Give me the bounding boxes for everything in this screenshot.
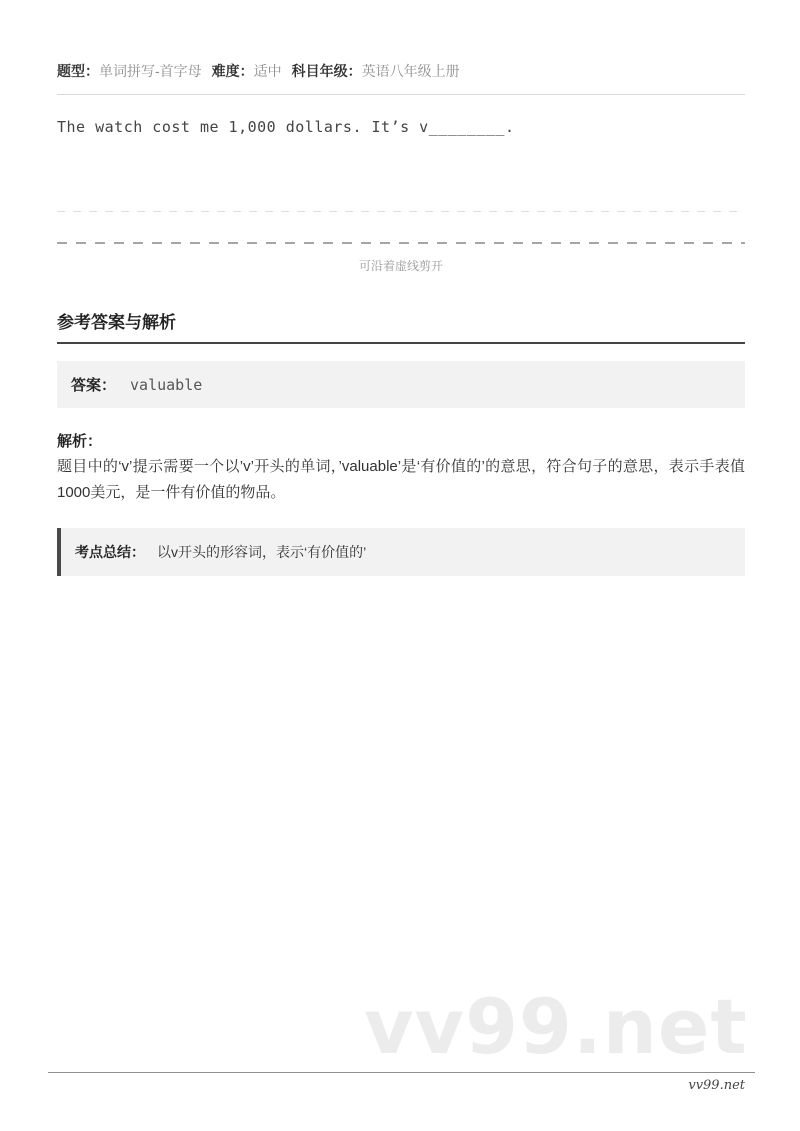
key-point-summary-label: 考点总结： <box>75 544 145 560</box>
question-text: The watch cost me 1,000 dollars. It’s v________. <box>57 118 515 136</box>
meta-label-question-type: 题型： <box>57 63 99 79</box>
meta-value-subject-grade: 英语八年级上册 <box>361 63 460 79</box>
question-meta-header <box>57 62 745 81</box>
analysis-text: 题目中的‘v’提示需要一个以’v’开头的单词，’valuable’是‘有价值的’的意思，符合句子的意思，表示手表值1000美元，是一件有价值的物品。 <box>57 458 745 501</box>
answer-section-title: 参考答案与解析 <box>57 308 745 344</box>
cut-hint-text: 可沿着虚线剪开 <box>358 259 443 273</box>
analysis-label: 解析： <box>57 433 103 450</box>
cut-dashed-line-light <box>57 211 745 212</box>
analysis-section <box>57 430 745 506</box>
header-divider <box>57 94 745 95</box>
answer-value: valuable <box>130 376 203 394</box>
key-point-summary-text: 以v开头的形容词，表示‘有价值的’ <box>157 544 367 560</box>
answer-label: 答案： <box>71 377 117 394</box>
meta-value-question-type: 单词拼写-首字母 <box>99 63 202 79</box>
answer-box <box>57 361 745 408</box>
meta-label-difficulty: 难度： <box>211 63 254 79</box>
key-point-summary-box <box>57 528 745 576</box>
watermark-text: vv99.net <box>364 982 748 1071</box>
meta-label-subject-grade: 科目年级： <box>291 63 362 79</box>
meta-value-difficulty: 适中 <box>253 63 282 79</box>
cut-dashed-line-dark <box>57 242 745 244</box>
footer-site-text: vv99.net <box>688 1078 745 1093</box>
footer-divider <box>48 1072 755 1073</box>
